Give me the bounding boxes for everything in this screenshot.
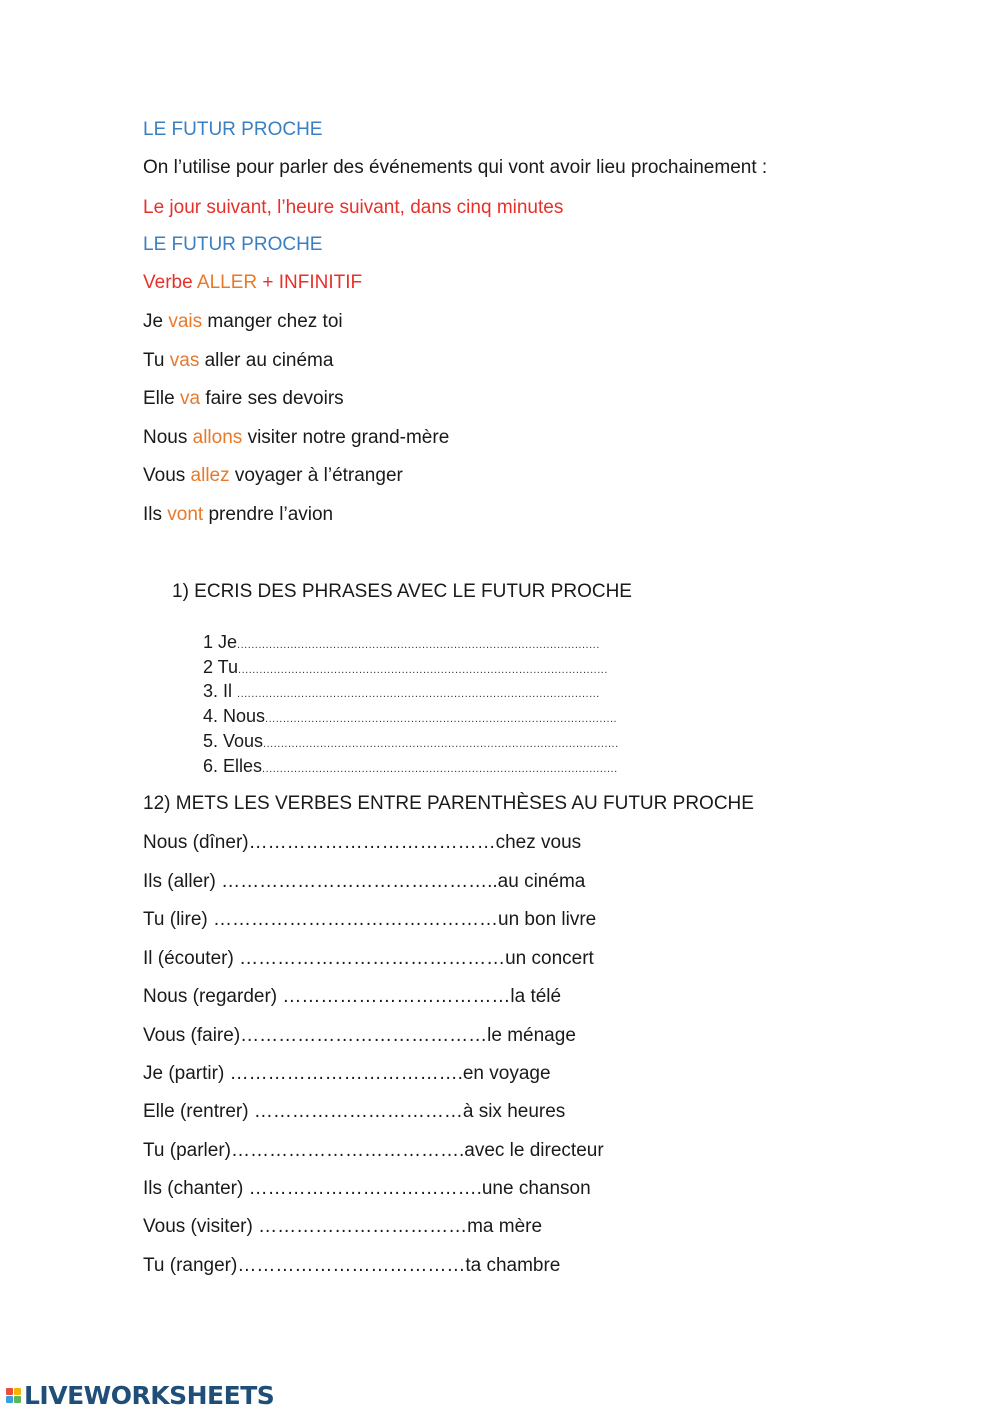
liveworksheets-logo[interactable] <box>6 1380 274 1410</box>
logo-text: LIVEWORKSHEETS <box>24 1380 275 1410</box>
pronoun: Elle <box>143 388 180 409</box>
sentence-rest: voyager à l’étranger <box>229 465 403 486</box>
pronoun: Je <box>143 311 169 332</box>
exercise1-item <box>203 631 600 656</box>
verb: va <box>179 388 201 409</box>
exercise2-item[interactable]: Vous (visiter) ……………………………ma mère <box>143 1216 543 1237</box>
exercise2-item[interactable]: Je (partir) ……………………………….en voyage <box>143 1063 551 1084</box>
exercise1-title: 1) ECRIS DES PHRASES AVEC LE FUTUR PROCHE <box>172 581 632 602</box>
sentence-rest: visiter notre grand-mère <box>242 427 450 448</box>
pronoun: Tu <box>143 350 170 371</box>
rule-part-aller: ALLER <box>196 272 258 293</box>
conjugation-line <box>143 310 343 334</box>
verb: vais <box>168 311 203 332</box>
answer-blank[interactable]: .................................................................................................... <box>262 763 618 775</box>
verb: vont <box>167 504 204 525</box>
section-title-2: LE FUTUR PROCHE <box>143 234 323 255</box>
conjugation-line <box>143 464 403 488</box>
conjugation-line <box>143 503 333 527</box>
sentence-rest: aller au cinéma <box>199 350 334 371</box>
exercise1-item <box>203 755 618 780</box>
conjugation-line <box>143 387 344 411</box>
exercise2-item[interactable]: Nous (regarder) ………………………………la télé <box>143 986 562 1007</box>
item-label: 2 Tu <box>203 657 239 677</box>
exercise2-title: 12) METS LES VERBES ENTRE PARENTHÈSES AU FUTUR PROCHE <box>143 793 754 814</box>
sentence-rest: faire ses devoirs <box>200 388 344 409</box>
rule-part-verbe: Verbe <box>143 272 197 293</box>
answer-blank[interactable]: ........................................................................................................ <box>238 664 608 676</box>
answer-blank[interactable]: ................................................................................................... <box>265 713 618 725</box>
verb: vas <box>169 350 200 371</box>
exercise2-item[interactable]: Il (écouter) ……………………………………un concert <box>143 948 594 969</box>
exercise1-item <box>203 705 617 730</box>
pronoun: Ils <box>143 504 168 525</box>
exercise2-item[interactable]: Tu (parler)……………………………….avec le directeur <box>143 1140 604 1161</box>
exercise2-item[interactable]: Tu (ranger)………………………………ta chambre <box>143 1255 561 1276</box>
intro-text: On l’utilise pour parler des événements qui vont avoir lieu prochainement : <box>143 157 768 178</box>
exercise2-item[interactable]: Vous (faire)…………………………………le ménage <box>143 1025 576 1046</box>
pronoun: Nous <box>143 427 193 448</box>
answer-blank[interactable]: .................................................................................................... <box>263 738 619 750</box>
verb: allons <box>192 427 243 448</box>
exercise2-item[interactable]: Elle (rentrer) ……………………………à six heures <box>143 1101 566 1122</box>
exercise1-item <box>203 656 608 681</box>
logo-icon <box>6 1388 21 1403</box>
section-title: LE FUTUR PROCHE <box>143 119 323 140</box>
sentence-rest: prendre l’avion <box>203 504 334 525</box>
time-examples: Le jour suivant, l’heure suivant, dans cinq minutes <box>143 197 564 218</box>
conjugation-line <box>143 426 449 450</box>
sentence-rest: manger chez toi <box>202 311 343 332</box>
exercise1-item <box>203 730 619 755</box>
exercise2-item[interactable]: Tu (lire) ………………………………………un bon livre <box>143 909 597 930</box>
rule-part-infinitif: + INFINITIF <box>257 272 363 293</box>
exercise2-item[interactable]: Ils (chanter) ……………………………….une chanson <box>143 1178 591 1199</box>
answer-blank[interactable]: ...................................................................................................... <box>237 639 600 651</box>
item-label: 1 Je <box>203 632 238 652</box>
item-label: 4. Nous <box>203 706 266 726</box>
item-label: 5. Vous <box>203 731 264 751</box>
exercise1-item <box>203 680 600 705</box>
item-label: 3. Il <box>203 681 238 701</box>
rule <box>143 271 362 295</box>
exercise2-item[interactable]: Nous (dîner)…………………………………chez vous <box>143 832 582 853</box>
pronoun: Vous <box>143 465 191 486</box>
verb: allez <box>190 465 230 486</box>
item-label: 6. Elles <box>203 756 263 776</box>
conjugation-line <box>143 349 333 373</box>
exercise2-item[interactable]: Ils (aller) ……………………………………..au cinéma <box>143 871 586 892</box>
answer-blank[interactable]: ...................................................................................................... <box>237 688 600 700</box>
